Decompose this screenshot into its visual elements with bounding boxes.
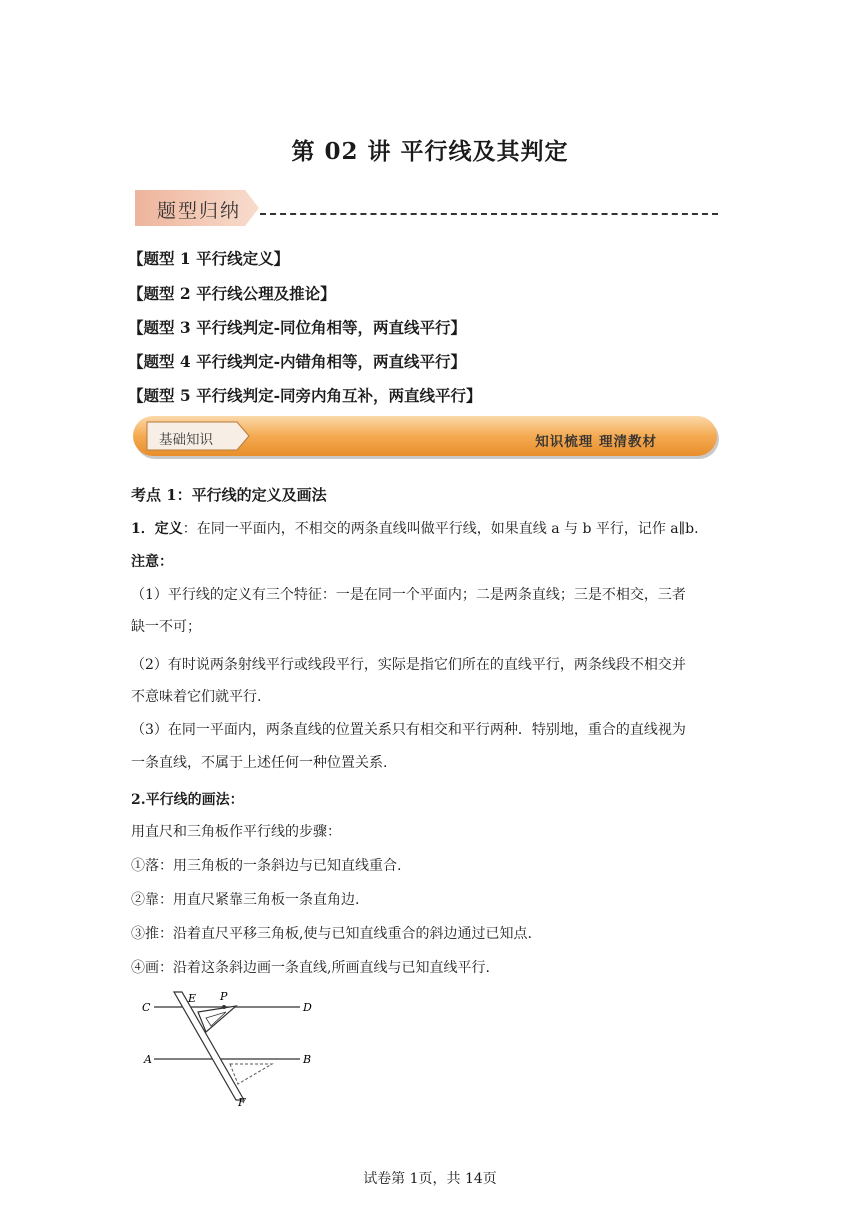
label-f: F bbox=[238, 1096, 246, 1108]
note-line: （2）有时说两条射线平行或线段平行，实际是指它们所在的直线平行，两条线段不相交并 bbox=[131, 657, 686, 673]
step-line: ①落：用三角板的一条斜边与已知直线重合. bbox=[131, 858, 402, 874]
note-label: 注意： bbox=[131, 554, 173, 570]
topic-item: 【题型 2 平行线公理及推论】 bbox=[128, 284, 336, 303]
triangle-top bbox=[198, 1006, 236, 1032]
page-title: 第 02 讲 平行线及其判定 bbox=[291, 138, 569, 165]
note-line: 一条直线，不属于上述任何一种位置关系. bbox=[131, 755, 388, 771]
tag-label: 题型归纳 bbox=[157, 200, 242, 222]
step-line: 用直尺和三角板作平行线的步骤： bbox=[131, 824, 341, 840]
knowledge-banner bbox=[133, 416, 721, 462]
drawing-heading: 2.平行线的画法： bbox=[131, 792, 244, 808]
label-b: B bbox=[303, 1053, 312, 1066]
section-heading: 考点 1：平行线的定义及画法 bbox=[131, 486, 327, 504]
page-footer: 试卷第 1页，共 14页 bbox=[363, 1171, 497, 1187]
label-d: D bbox=[303, 1001, 312, 1014]
step-line: ④画：沿着这条斜边画一条直线,所画直线与已知直线平行. bbox=[131, 960, 490, 976]
banner-left-label: 基础知识 bbox=[159, 432, 213, 448]
label-e: E bbox=[188, 992, 197, 1005]
label-a: A bbox=[144, 1053, 152, 1066]
divider-dashed bbox=[260, 213, 718, 215]
section-tag bbox=[135, 190, 259, 226]
point-p bbox=[222, 1005, 226, 1009]
step-line: ②靠：用直尺紧靠三角板一条直角边. bbox=[131, 892, 360, 908]
note-line: 缺一不可； bbox=[131, 619, 201, 635]
definition-text: ：在同一平面内，不相交的两条直线叫做平行线，如果直线 a 与 b 平行，记作 a∥b. bbox=[182, 521, 699, 537]
parallel-drawing-figure bbox=[140, 988, 320, 1108]
triangle-bottom-dashed bbox=[230, 1064, 272, 1084]
definition-label: 1．定义 bbox=[131, 521, 183, 537]
banner-right-label: 知识梳理 理清教材 bbox=[535, 434, 657, 450]
note-line: 不意味着它们就平行. bbox=[131, 689, 262, 705]
topic-item: 【题型 4 平行线判定-内错角相等，两直线平行】 bbox=[128, 352, 467, 371]
definition-paragraph bbox=[131, 518, 731, 538]
note-line: （1）平行线的定义有三个特征：一是在同一个平面内；二是两条直线；三是不相交，三者 bbox=[131, 587, 686, 603]
note-line: （3）在同一平面内，两条直线的位置关系只有相交和平行两种．特别地，重合的直线视为 bbox=[131, 722, 686, 738]
label-c: C bbox=[142, 1001, 151, 1014]
step-line: ③推：沿着直尺平移三角板,使与已知直线重合的斜边通过已知点. bbox=[131, 926, 532, 942]
topic-item: 【题型 3 平行线判定-同位角相等，两直线平行】 bbox=[128, 318, 467, 337]
topic-item: 【题型 1 平行线定义】 bbox=[128, 249, 290, 268]
figure-svg bbox=[140, 988, 320, 1108]
label-p: P bbox=[220, 990, 228, 1003]
topic-item: 【题型 5 平行线判定-同旁内角互补，两直线平行】 bbox=[128, 386, 482, 405]
